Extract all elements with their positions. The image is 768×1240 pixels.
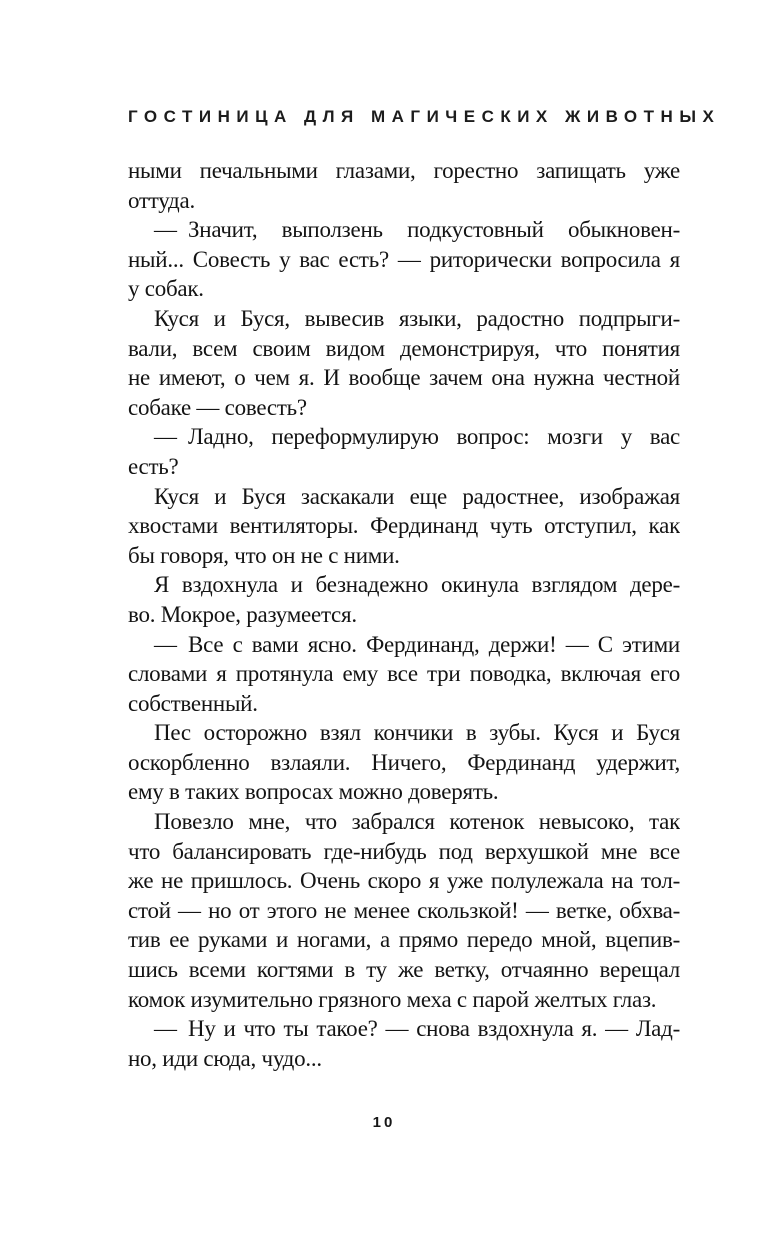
running-header: ГОСТИНИЦА ДЛЯ МАГИЧЕСКИХ ЖИВОТНЫХ [128, 107, 721, 126]
text-line: не имеют, о чем я. И вообще зачем она нужна честной [128, 365, 680, 391]
text-line: — Все с вами ясно. Фердинанд, держи! — С этими [154, 631, 680, 657]
text-line: комок изумительно грязного меха с парой желтых глаз. [128, 986, 657, 1012]
text-line: собственный. [128, 690, 258, 716]
text-line: ный... Совесть у вас есть? — риторически вопросила я [128, 246, 680, 272]
text-line: Повезло мне, что забрался котенок невысоко, так [154, 809, 680, 835]
text-line: но, иди сюда, чудо... [128, 1045, 322, 1071]
page-number: 10 [372, 1114, 396, 1131]
text-line: ными печальными глазами, горестно запищать уже [128, 158, 680, 183]
text-line: Пес осторожно взял кончики в зубы. Куся и Буся [154, 720, 680, 746]
text-line: Куся и Буся заскакали еще радостнее, изображая [154, 483, 680, 509]
text-line: словами я протянула ему все три поводка, включая его [128, 661, 680, 687]
text-line: вали, всем своим видом демонстрируя, что понятия [128, 335, 680, 361]
text-line: хвостами вентиляторы. Фердинанд чуть отступил, как [128, 513, 680, 539]
text-line: Я вздохнула и безнадежно окинула взглядом дере- [154, 572, 680, 598]
text-line: бы говоря, что он не с ними. [128, 542, 400, 568]
text-line: у собак. [128, 276, 204, 302]
text-line: тив ее руками и ногами, а прямо передо мной, вцепив- [128, 927, 680, 953]
text-line: Куся и Буся, вывесив языки, радостно подпрыги- [154, 305, 680, 331]
text-line: оттуда. [128, 187, 195, 213]
text-line: стой — но от этого не менее скользкой! — ветке, обхва- [128, 897, 680, 923]
text-line: собаке — совесть? [128, 394, 307, 420]
text-line: есть? [128, 453, 179, 479]
text-line: что балансировать где-нибудь под верхушкой мне все [128, 838, 680, 864]
text-line: оскорбленно взлаяли. Ничего, Фердинанд удержит, [128, 749, 680, 775]
text-line: ему в таких вопросах можно доверять. [128, 779, 499, 805]
text-line: — Значит, выползень подкустовный обыкновен- [154, 217, 680, 243]
page-text [128, 156, 680, 1073]
text-line: во. Мокрое, разумеется. [128, 601, 357, 627]
text-line: же не пришлось. Очень скоро я уже полулежала на тол- [128, 868, 680, 894]
text-line: — Ну и что ты такое? — снова вздохнула я. — Лад- [154, 1016, 680, 1042]
text-line: шись всеми когтями в ту же ветку, отчаянно верещал [128, 957, 680, 983]
text-line: — Ладно, переформулирую вопрос: мозги у вас [154, 424, 680, 450]
